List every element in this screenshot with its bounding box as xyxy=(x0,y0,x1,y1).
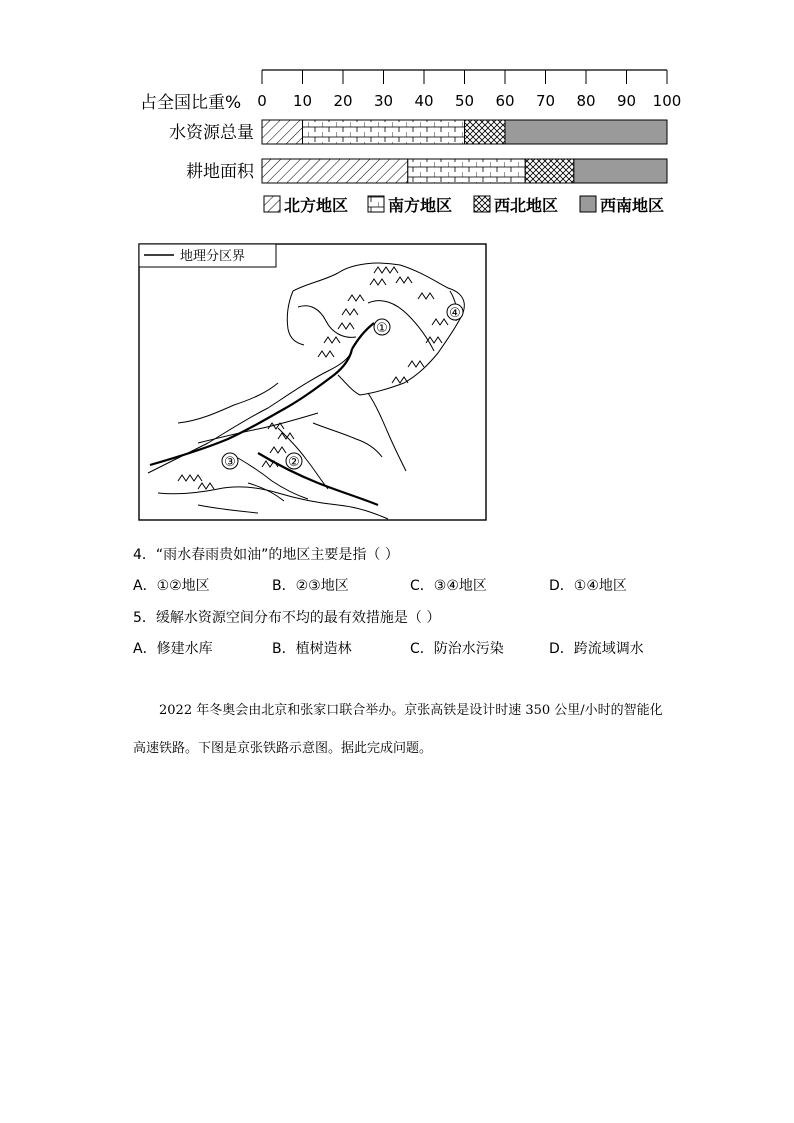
legend-label: 南方地区 xyxy=(388,196,453,215)
bar-segment xyxy=(303,120,465,144)
tick-label: 70 xyxy=(535,92,556,110)
question-5-option-a[interactable]: A．修建水库 xyxy=(133,641,213,657)
tick-label: 0 xyxy=(257,92,267,110)
legend-swatch xyxy=(368,196,384,212)
marker-4: ④ xyxy=(449,306,461,321)
legend-swatch xyxy=(474,196,490,212)
water-farmland-chart xyxy=(140,62,700,222)
question-5-stem: 5．缓解水资源空间分布不均的最有效措施是（ ） xyxy=(133,610,441,626)
tick-label: 50 xyxy=(454,92,475,110)
bar-segment xyxy=(262,120,303,144)
question-4-stem: 4．“雨水春雨贵如油”的地区主要是指（ ） xyxy=(133,547,399,563)
marker-2: ② xyxy=(288,455,300,470)
tick-label: 40 xyxy=(414,92,434,110)
bar-segment xyxy=(505,120,667,144)
category-label: 水资源总量 xyxy=(169,123,254,143)
question-5-option-b[interactable]: B．植树造林 xyxy=(272,641,352,657)
legend-label: 西南地区 xyxy=(600,196,665,215)
bar-segment xyxy=(525,159,574,183)
bar-segment xyxy=(262,159,408,183)
tick-label: 80 xyxy=(576,92,596,110)
question-4-option-a[interactable]: A．①②地区 xyxy=(133,578,210,594)
bar-segment xyxy=(465,120,506,144)
tick-label: 10 xyxy=(292,92,313,110)
axis-label: 占全国比重% xyxy=(140,93,242,113)
bar-rows xyxy=(169,120,667,183)
legend-label: 西北地区 xyxy=(494,196,559,215)
legend-swatch xyxy=(580,196,596,212)
tick-label: 60 xyxy=(495,92,515,110)
tick-label: 30 xyxy=(373,92,394,110)
tick-label: 100 xyxy=(652,92,682,110)
bar-segment xyxy=(408,159,525,183)
map-frame xyxy=(139,244,486,520)
passage: 2022 年冬奥会由北京和张家口联合举办。京张高铁是设计时速 350 公里/小时的智能化高速铁路。下图是京张铁路示意图。据此完成问题。 xyxy=(133,703,663,756)
x-axis xyxy=(257,70,681,110)
bar-segment xyxy=(574,159,667,183)
legend-label: 北方地区 xyxy=(284,196,349,215)
tick-label: 20 xyxy=(333,92,353,110)
region-map xyxy=(138,243,488,523)
map-legend-label: 地理分区界 xyxy=(180,249,246,264)
marker-3: ③ xyxy=(224,455,236,470)
legend xyxy=(264,196,664,215)
question-4-option-b[interactable]: B．②③地区 xyxy=(272,578,349,594)
question-4-option-d[interactable]: D．①④地区 xyxy=(549,578,627,594)
legend-swatch xyxy=(264,196,280,212)
question-5-option-c[interactable]: C．防治水污染 xyxy=(410,641,504,657)
question-5-option-d[interactable]: D．跨流域调水 xyxy=(549,641,644,657)
category-label: 耕地面积 xyxy=(186,162,254,182)
marker-1: ① xyxy=(376,321,388,336)
question-4-option-c[interactable]: C．③④地区 xyxy=(410,578,487,594)
tick-label: 90 xyxy=(616,92,637,110)
